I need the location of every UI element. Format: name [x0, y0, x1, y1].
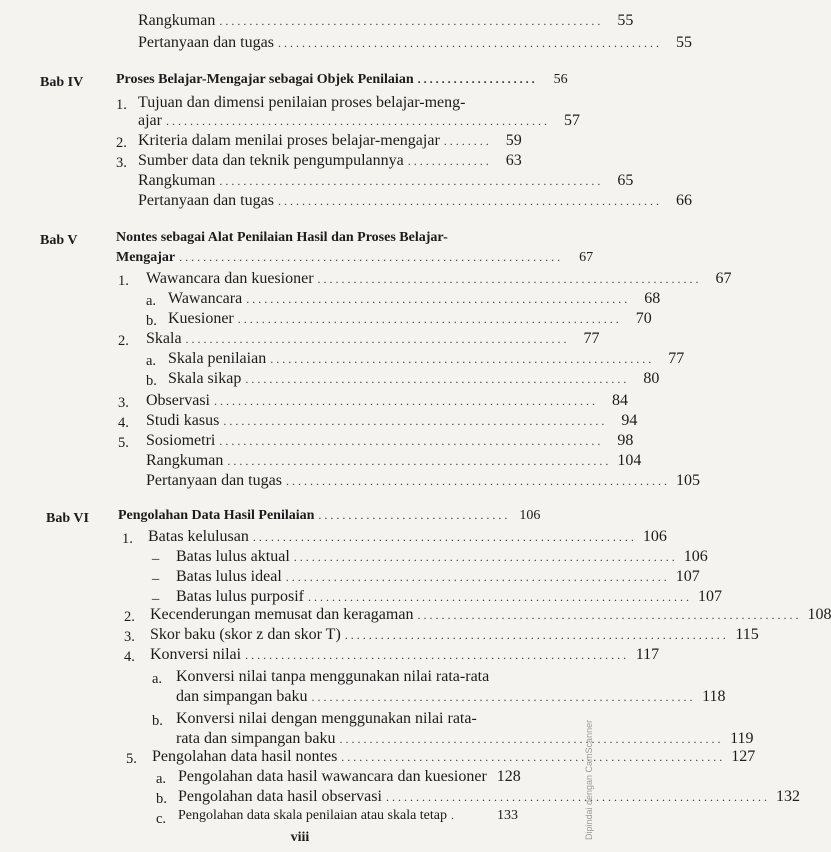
toc-line: Kecenderungan memusat dan keragaman ................................................................ 108 — [150, 606, 831, 623]
item-number: b. — [152, 713, 163, 729]
toc-line: Pertanyaan dan tugas ................................................................ 66 — [138, 192, 692, 209]
toc-page-number: 56 — [553, 72, 568, 87]
toc-page-number: 67 — [715, 270, 732, 287]
toc-page-number: 117 — [635, 646, 660, 663]
toc-line: Konversi nilai dengan menggunakan nilai rata- — [176, 710, 477, 727]
item-number: b. — [146, 373, 157, 389]
item-number: 4. — [118, 415, 129, 431]
item-number: 1. — [122, 531, 133, 547]
toc-page-number: 65 — [617, 172, 634, 189]
chapter-label: Bab V — [40, 233, 78, 248]
toc-line: Konversi nilai tanpa menggunakan nilai rata-rata — [176, 668, 490, 685]
chapter-title: Proses Belajar-Mengajar sebagai Objek Penilaian .................... 56 — [116, 72, 568, 87]
toc-line: rata dan simpangan baku ................................................................ 119 — [176, 730, 754, 747]
toc-page-number: 63 — [505, 152, 522, 169]
toc-line: Pengolahan data hasil nontes ................................................................ 127 — [152, 748, 756, 765]
toc-line: Batas lulus aktual ................................................................ 106 — [176, 548, 708, 565]
toc-line: ajar ................................................................ 57 — [138, 112, 580, 129]
toc-page-number: 57 — [563, 112, 580, 129]
toc-page-number: 118 — [702, 688, 726, 705]
toc-page-number: 108 — [807, 606, 831, 623]
toc-line: Kuesioner ................................................................ 70 — [168, 310, 652, 327]
item-number: a. — [156, 771, 167, 787]
toc-line: Tujuan dan dimensi penilaian proses belajar-meng- — [138, 94, 466, 111]
item-dash: – — [152, 571, 160, 587]
item-number: 3. — [118, 395, 129, 411]
toc-page-number: 106 — [642, 528, 667, 545]
chapter-label: Bab VI — [46, 511, 89, 526]
scanner-watermark: Dipindai dengan CamScanner — [584, 719, 594, 840]
toc-page-number: 77 — [668, 350, 685, 367]
toc-page-number: 55 — [675, 34, 692, 51]
toc-line: Pengolahan data hasil wawancara dan kuesioner 128 — [178, 768, 521, 785]
item-number: 3. — [124, 629, 135, 645]
toc-page-number: 132 — [775, 788, 800, 805]
toc-page-number: 94 — [621, 412, 638, 429]
toc-line: Batas lulus purposif ................................................................ 107 — [176, 588, 722, 605]
item-number: a. — [152, 671, 163, 687]
toc-page-number: 55 — [617, 12, 634, 29]
item-number: 2. — [118, 333, 129, 349]
item-number: a. — [146, 353, 157, 369]
toc-line: Pertanyaan dan tugas ................................................................ 55 — [138, 34, 692, 51]
toc-page-number: 119 — [730, 730, 754, 747]
toc-page-number: 77 — [583, 330, 600, 347]
toc-page-number: 70 — [635, 310, 652, 327]
item-number: 5. — [118, 435, 129, 451]
toc-page-number: 68 — [644, 290, 661, 307]
item-dash: – — [152, 551, 160, 567]
toc-line: Kriteria dalam menilai proses belajar-mengajar ........ 59 — [138, 132, 522, 149]
item-number: b. — [146, 313, 157, 329]
toc-page-number: 98 — [617, 432, 634, 449]
chapter-title: Pengolahan Data Hasil Penilaian ................................ 106 — [118, 508, 541, 523]
toc-line: Skala sikap ................................................................ 80 — [168, 370, 660, 387]
item-number: 1. — [118, 273, 129, 289]
toc-page-number: 105 — [675, 472, 700, 489]
chapter-title: Nontes sebagai Alat Penilaian Hasil dan Proses Belajar- — [116, 230, 448, 245]
item-number: 4. — [124, 649, 135, 665]
toc-line: dan simpangan baku ................................................................ 118 — [176, 688, 726, 705]
item-number: 2. — [116, 135, 127, 151]
toc-line: Batas lulus ideal ................................................................ 107 — [176, 568, 700, 585]
chapter-title-cont: Mengajar ................................................................ 67 — [116, 250, 594, 265]
toc-line: Skor baku (skor z dan skor T) ................................................................ 115 — [150, 626, 759, 643]
toc-line: Observasi ................................................................ 84 — [146, 392, 628, 409]
toc-page-number: 106 — [519, 508, 541, 523]
item-number: b. — [156, 791, 167, 807]
toc-line: Batas kelulusan ................................................................ 106 — [148, 528, 667, 545]
chapter-label: Bab IV — [40, 75, 84, 90]
toc-line: Skala ................................................................ 77 — [146, 330, 600, 347]
item-number: 3. — [116, 155, 127, 171]
toc-page-number: 104 — [617, 452, 642, 469]
item-dash: – — [152, 591, 160, 607]
toc-page-number: 106 — [683, 548, 708, 565]
item-number: 1. — [116, 97, 127, 113]
toc-line: Studi kasus ................................................................ 94 — [146, 412, 638, 429]
toc-page-number: 66 — [675, 192, 692, 209]
item-number: c. — [156, 811, 167, 827]
toc-page-number: 127 — [731, 748, 756, 765]
toc-page-number: 107 — [698, 588, 722, 605]
toc-page-number: 115 — [735, 626, 759, 643]
toc-line: Pengolahan data hasil observasi ................................................................ 132 — [178, 788, 800, 805]
toc-line: Wawancara ................................................................ 68 — [168, 290, 661, 307]
item-number: a. — [146, 293, 157, 309]
toc-text: Pertanyaan dan tugas — [138, 34, 274, 51]
toc-line: Rangkuman ................................................................ 65 — [138, 172, 634, 189]
toc-line: Sosiometri ................................................................ 98 — [146, 432, 634, 449]
toc-line: Pengolahan data skala penilaian atau skala tetap . 133 — [178, 808, 518, 823]
toc-page-number: 67 — [579, 250, 594, 265]
toc-line: Konversi nilai ................................................................ 117 — [150, 646, 660, 663]
toc-page-number: 107 — [675, 568, 700, 585]
toc-page-number: 128 — [496, 768, 521, 785]
toc-line: Wawancara dan kuesioner ................................................................ 67 — [146, 270, 732, 287]
toc-line: Skala penilaian ................................................................ 77 — [168, 350, 685, 367]
toc-text: Rangkuman — [138, 12, 216, 29]
toc-line: Rangkuman ................................................................ 104 — [146, 452, 642, 469]
toc-page-number: 59 — [505, 132, 522, 149]
toc-line: Rangkuman ................................................................ 55 — [138, 12, 634, 29]
item-number: 2. — [124, 609, 135, 625]
toc-line: Pertanyaan dan tugas ................................................................ 105 — [146, 472, 700, 489]
toc-page-number: 133 — [497, 808, 518, 823]
toc-line: Sumber data dan teknik pengumpulannya .............. 63 — [138, 152, 522, 169]
toc-page-number: 84 — [611, 392, 628, 409]
toc-page-number: 80 — [643, 370, 660, 387]
item-number: 5. — [126, 751, 137, 767]
page-number-footer: viii — [290, 830, 310, 845]
